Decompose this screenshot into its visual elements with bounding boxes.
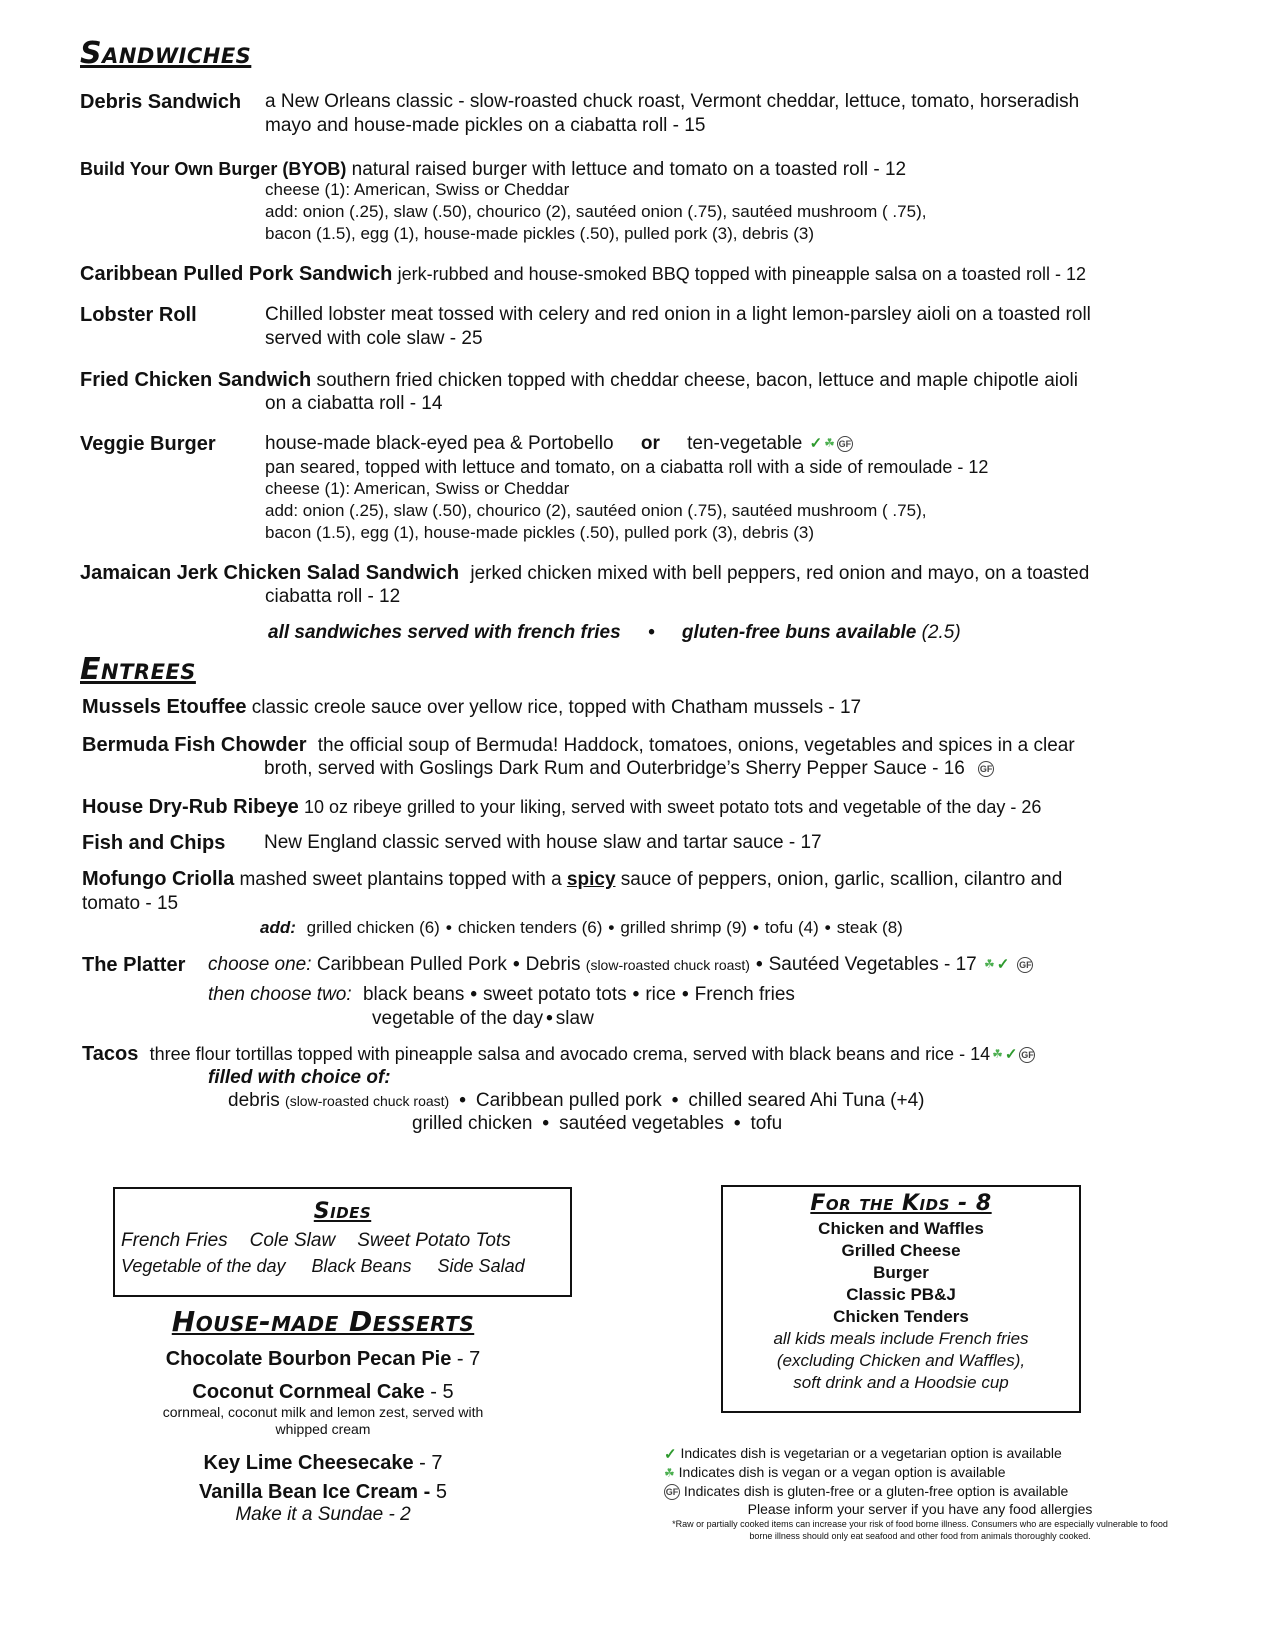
dessert-name: Chocolate Bourbon Pecan Pie: [165, 1348, 452, 1370]
menu-item-mofungo: [82, 867, 1242, 937]
bullet: •: [681, 984, 689, 1005]
choose-two-row: [208, 983, 795, 1007]
menu-item-tacos: [82, 1042, 1252, 1134]
add-on: grilled chicken (6): [306, 918, 440, 937]
sandwich-note: [268, 621, 961, 645]
platter-side: vegetable of the day: [372, 1008, 544, 1029]
item-name: Veggie Burger: [80, 433, 216, 455]
menu-item-fried-chicken: [80, 368, 1240, 414]
kids-note-line: (excluding Chicken and Waffles),: [776, 1351, 1026, 1370]
menu-item-lobster: [80, 303, 1240, 349]
dessert-desc: whipped cream: [275, 1421, 371, 1437]
choose-one-row: [208, 953, 1033, 977]
legend-text: Indicates dish is vegan or a vegan option is available: [678, 1464, 1006, 1480]
menu-item-caribbean: [80, 262, 1240, 287]
bullet: •: [755, 954, 763, 975]
choose-two-label: then choose two:: [208, 984, 352, 1005]
vegan-icon: ☘: [664, 1465, 675, 1480]
side-item: French Fries: [121, 1230, 228, 1251]
option-1: house-made black-eyed pea & Portobello: [265, 433, 614, 454]
add-label: add:: [260, 918, 296, 937]
kids-title: For the Kids - 8: [810, 1191, 992, 1216]
item-price: - 17: [943, 954, 977, 975]
item-desc: New England classic served with house slaw and tartar sauce - 17: [264, 832, 822, 853]
menu-item-jerk-chicken: [80, 561, 1240, 607]
choose-one-label: choose one:: [208, 954, 312, 975]
kids-item: Chicken and Waffles: [818, 1219, 984, 1238]
item-desc-2: tomato - 15: [82, 893, 179, 914]
bullet: •: [459, 1090, 466, 1111]
item-desc: jerked chicken mixed with bell peppers, red onion and mayo, on a toasted: [470, 563, 1090, 584]
filling: debris: [228, 1090, 280, 1111]
gluten-free-icon: GF: [1017, 957, 1033, 973]
platter-option: Sautéed Vegetables: [768, 954, 939, 975]
menu-item-mussels: [82, 695, 1242, 720]
kids-items: [723, 1218, 1079, 1328]
legend-gf: [662, 1482, 1182, 1501]
filling: sautéed vegetables: [559, 1113, 724, 1134]
dessert-cheesecake: [113, 1452, 533, 1475]
gf-buns-note: gluten-free buns available: [681, 622, 917, 643]
gluten-free-icon: GF: [664, 1484, 680, 1500]
dessert-name: Coconut Cornmeal Cake: [192, 1381, 425, 1403]
sides-row-1: [121, 1230, 570, 1252]
choose-two-row-2: [372, 1007, 594, 1031]
dessert-price: - 7: [456, 1348, 481, 1370]
menu-item-chowder: [82, 733, 1242, 779]
dessert-icecream: [113, 1481, 533, 1504]
fries-note: all sandwiches served with french fries: [268, 622, 621, 643]
add-options-1: add: onion (.25), slaw (.50), chourico (2), sautéed onion (.75), sautéed mushroom ( .75),: [265, 202, 927, 221]
side-item: Vegetable of the day: [121, 1256, 286, 1276]
dessert-desc: cornmeal, coconut milk and lemon zest, served with: [162, 1404, 484, 1420]
platter-side: sweet potato tots: [483, 984, 627, 1005]
item-desc: jerk-rubbed and house-smoked BBQ topped with pineapple salsa on a toasted roll - 12: [397, 264, 1086, 284]
bullet: •: [752, 918, 759, 937]
side-item: Black Beans: [311, 1256, 412, 1276]
item-desc: Chilled lobster meat tossed with celery and red onion in a light lemon-parsley aioli on a toasted roll: [265, 304, 1091, 325]
item-desc-2: ciabatta roll - 12: [265, 586, 401, 607]
item-desc: natural raised burger with lettuce and tomato on a toasted roll - 12: [351, 159, 907, 180]
bullet: •: [512, 954, 520, 975]
option-2: ten-vegetable: [687, 433, 803, 454]
legend: [662, 1444, 1182, 1501]
add-options-2: bacon (1.5), egg (1), house-made pickles (.50), pulled pork (3), debris (3): [265, 523, 814, 542]
item-desc: the official soup of Bermuda! Haddock, tomatoes, onions, vegetables and spices in a clear: [317, 735, 1075, 756]
item-name: Fried Chicken Sandwich: [80, 369, 312, 391]
filling: Caribbean pulled pork: [475, 1090, 662, 1111]
vegan-icon: ☘: [992, 1047, 1003, 1062]
filling: chilled seared Ahi Tuna (+4): [688, 1090, 925, 1111]
platter-side: French fries: [694, 984, 795, 1005]
menu-item-ribeye: [82, 795, 1242, 820]
kids-item: Burger: [873, 1263, 929, 1282]
bullet: •: [733, 1113, 741, 1134]
add-on: tofu (4): [764, 918, 819, 937]
vegan-icon: ☘: [824, 436, 835, 451]
or-text: or: [640, 433, 660, 454]
sides-box: [113, 1187, 572, 1297]
kids-item: Classic PB&J: [846, 1285, 956, 1304]
gf-buns-price: (2.5): [921, 622, 961, 643]
filled-label: filled with choice of:: [208, 1067, 391, 1088]
bullet: •: [542, 1113, 550, 1134]
side-item: Sweet Potato Tots: [357, 1230, 511, 1251]
item-name: The Platter: [82, 954, 186, 976]
raw-warning-line: borne illness should only eat seafood and other food from animals thoroughly cooked.: [749, 1531, 1091, 1541]
dessert-cake: [113, 1381, 533, 1404]
item-name: Caribbean Pulled Pork Sandwich: [80, 263, 393, 285]
menu-item-debris: [80, 90, 1240, 136]
item-name: House Dry-Rub Ribeye: [82, 796, 299, 818]
menu-item-veggie: [80, 432, 1240, 542]
cheese-options: cheese (1): American, Swiss or Cheddar: [265, 180, 570, 199]
kids-note-line: all kids meals include French fries: [773, 1329, 1029, 1348]
kids-item: Chicken Tenders: [833, 1307, 969, 1326]
legend-text: Indicates dish is vegetarian or a vegetarian option is available: [680, 1445, 1062, 1461]
filling-note: (slow-roasted chuck roast): [285, 1093, 450, 1109]
platter-option: Caribbean Pulled Pork: [316, 954, 507, 975]
vegetarian-icon: ✓: [809, 435, 823, 453]
vegetarian-icon: ✓: [1004, 1046, 1018, 1064]
fillings-row-1: [228, 1089, 924, 1113]
fillings-row-2: [412, 1112, 782, 1136]
item-name: Tacos: [82, 1043, 139, 1065]
add-options-1: add: onion (.25), slaw (.50), chourico (2), sautéed onion (.75), sautéed mushroom ( .75),: [265, 501, 927, 520]
allergy-note: Please inform your server if you have any food allergies: [747, 1501, 1093, 1517]
menu-item-platter: [82, 953, 1242, 1029]
item-desc-a: mashed sweet plantains topped with a: [239, 869, 562, 890]
raw-warning-line: *Raw or partially cooked items can increase your risk of food borne illness. Consumers who are especially vulnerable to food: [672, 1519, 1168, 1529]
section-title-sandwiches: Sandwiches: [80, 36, 252, 71]
dessert-price: - 5: [430, 1381, 454, 1403]
side-item: Cole Slaw: [249, 1230, 336, 1251]
dessert-pie: [113, 1348, 533, 1371]
item-desc-2: pan seared, topped with lettuce and tomato, on a ciabatta roll with a side of remoulade - 12: [265, 457, 989, 477]
kids-note: [723, 1328, 1079, 1394]
vegetarian-icon: ✓: [996, 956, 1010, 974]
item-name: Mofungo Criolla: [82, 868, 235, 890]
item-options: [265, 432, 853, 456]
platter-side: slaw: [555, 1008, 594, 1029]
item-desc-2: on a ciabatta roll - 14: [265, 393, 443, 414]
bullet: •: [824, 918, 831, 937]
kids-note-line: soft drink and a Hoodsie cup: [793, 1373, 1009, 1392]
bullet: •: [445, 918, 452, 937]
platter-option: Debris: [525, 954, 581, 975]
add-options-2: bacon (1.5), egg (1), house-made pickles (.50), pulled pork (3), debris (3): [265, 224, 814, 243]
sides-row-2: [121, 1256, 570, 1277]
sundae-note: Make it a Sundae - 2: [235, 1504, 411, 1525]
sides-title: Sides: [313, 1199, 372, 1224]
kids-box: [721, 1185, 1081, 1413]
add-ons: [260, 917, 903, 939]
legend-text: Indicates dish is gluten-free or a gluten-free option is available: [683, 1483, 1069, 1499]
spicy-label: spicy: [566, 869, 616, 890]
desserts-title: House-made Desserts: [171, 1305, 475, 1338]
bullet: •: [632, 984, 640, 1005]
item-name: Fish and Chips: [82, 832, 226, 854]
bullet: •: [546, 1008, 553, 1029]
side-item: Side Salad: [437, 1256, 525, 1276]
menu-item-fish-chips: [82, 831, 1242, 856]
item-desc-2: served with cole slaw - 25: [265, 328, 483, 349]
cheese-options: cheese (1): American, Swiss or Cheddar: [265, 479, 570, 498]
item-desc: southern fried chicken topped with cheddar cheese, bacon, lettuce and maple chipotle aioli: [316, 370, 1078, 391]
filling: tofu: [750, 1113, 783, 1134]
dessert-price: - 7: [419, 1452, 443, 1474]
item-desc: classic creole sauce over yellow rice, topped with Chatham mussels - 17: [251, 697, 862, 718]
add-on: chicken tenders (6): [457, 918, 603, 937]
item-desc: 10 oz ribeye grilled to your liking, served with sweet potato tots and vegetable of the day - 26: [304, 797, 1042, 817]
item-desc-b: sauce of peppers, onion, garlic, scallion, cilantro and: [620, 869, 1063, 890]
add-on: grilled shrimp (9): [620, 918, 747, 937]
bullet: •: [671, 1090, 679, 1111]
section-title-entrees: Entrees: [80, 652, 196, 687]
kids-item: Grilled Cheese: [841, 1241, 961, 1260]
dessert-price: 5: [435, 1481, 447, 1503]
raw-warning: [620, 1518, 1220, 1542]
item-desc: three flour tortillas topped with pineapple salsa and avocado crema, served with black beans and rice - 14: [149, 1044, 991, 1064]
legend-vegan: [662, 1463, 1182, 1482]
item-name: Lobster Roll: [80, 304, 197, 326]
bullet: •: [647, 622, 655, 643]
vegan-icon: ☘: [984, 957, 995, 972]
gluten-free-icon: GF: [978, 761, 994, 777]
item-name: Bermuda Fish Chowder: [82, 734, 307, 756]
filling: grilled chicken: [412, 1113, 533, 1134]
gluten-free-icon: GF: [1019, 1047, 1035, 1063]
platter-side: black beans: [362, 984, 465, 1005]
bullet: •: [608, 918, 615, 937]
platter-option-note: (slow-roasted chuck roast): [585, 957, 750, 973]
item-desc-2: mayo and house-made pickles on a ciabatta roll - 15: [265, 115, 706, 136]
item-desc-2-text: broth, served with Goslings Dark Rum and Outerbridge’s Sherry Pepper Sauce - 16: [264, 758, 965, 779]
add-on: steak (8): [836, 918, 903, 937]
dessert-name: Key Lime Cheesecake: [203, 1452, 414, 1474]
menu-item-byob: [80, 157, 1240, 243]
dessert-name: Vanilla Bean Ice Cream -: [199, 1481, 431, 1503]
item-name: Jamaican Jerk Chicken Salad Sandwich: [80, 562, 460, 584]
gluten-free-icon: GF: [837, 436, 853, 452]
item-name: Build Your Own Burger (BYOB): [80, 159, 347, 179]
item-desc-2: [264, 757, 994, 781]
bullet: •: [470, 984, 477, 1005]
platter-side: rice: [645, 984, 676, 1005]
item-name: Debris Sandwich: [80, 91, 242, 113]
item-desc: a New Orleans classic - slow-roasted chuck roast, Vermont cheddar, lettuce, tomato, horseradish: [265, 91, 1080, 112]
vegetarian-icon: ✓: [664, 1445, 677, 1463]
item-name: Mussels Etouffee: [82, 696, 247, 718]
desserts-section: [113, 1305, 533, 1526]
legend-veg: [662, 1444, 1182, 1463]
